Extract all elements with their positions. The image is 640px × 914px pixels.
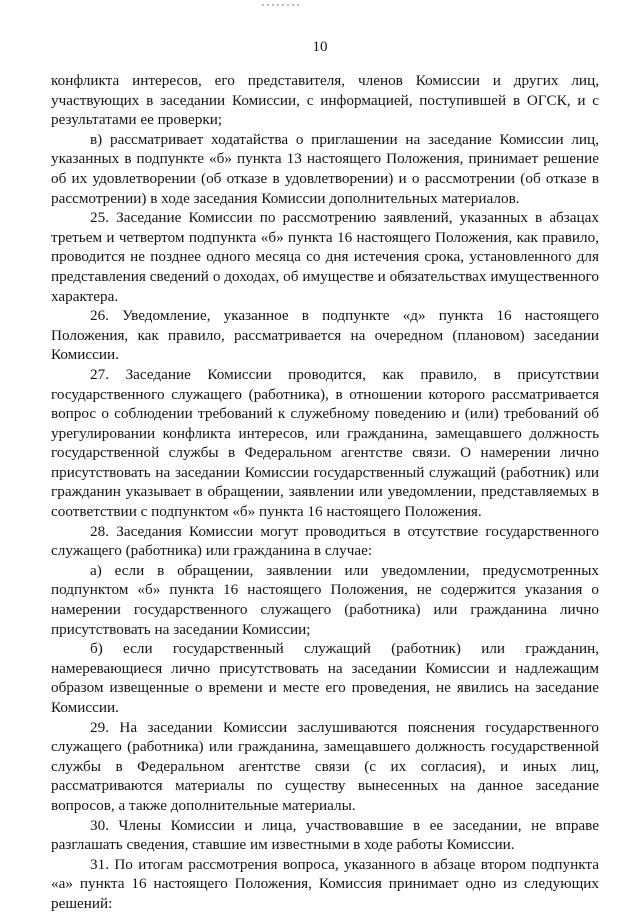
page-number: 10 xyxy=(312,39,328,55)
paragraph-28-a: а) если в обращении, заявлении или уведомлении, предусмотренных подпунктом «б» пункта 16 настоящего Положения, не содержится указания о намерении государственного служащего (работника) или гражданина лично присутствовать на заседании Комиссии; xyxy=(51,561,599,638)
paragraph-continuation: конфликта интересов, его представителя, членов Комиссии и других лиц, участвующих в заседании Комиссии, с информацией, поступившей в ОГСК, и с результатами ее проверки; xyxy=(51,72,599,129)
paragraph-27: 27. Заседание Комиссии проводится, как правило, в присутствии государственного служащего (работника), в отношении которого рассматривается вопрос о соблюдении требований к служебному поведению и (или) требований об урегулировании конфликта интересов, или гражданина, замещавшего должность государственной службы в Федеральном агентстве связи. О намерении лично присутствовать на заседании Комиссии государственный служащий (работник) или гражданин указывает в обращении, заявлении или уведомлении, представляемых в соответствии с подпунктом «б» пункта 16 настоящего Положения. xyxy=(51,365,599,521)
document-body xyxy=(51,71,599,914)
paragraph-item-v: в) рассматривает ходатайства о приглашении на заседание Комиссии лиц, указанных в подпункте «б» пункта 13 настоящего Положения, принимает решение об их удовлетворении (об отказе в удовлетворении) и о рассмотрении (об отказе в рассмотрении) в ходе заседания Комиссии дополнительных материалов. xyxy=(51,130,599,207)
paragraph-31: 31. По итогам рассмотрения вопроса, указанного в абзаце втором подпункта «а» пункта 16 настоящего Положения, Комиссия принимает одно из следующих решений: xyxy=(51,855,599,912)
paragraph-29: 29. На заседании Комиссии заслушиваются пояснения государственного служащего (работника) или гражданина, замещавшего должность государственной службы в Федеральном агентстве связи (с их согласия), и иных лиц, рассматриваются материалы по существу вынесенных на данное заседание вопросов, а также дополнительные материалы. xyxy=(51,718,599,814)
paragraph-30: 30. Члены Комиссии и лица, участвовавшие в ее заседании, не вправе разглашать сведения, ставшие им известными в ходе работы Комиссии. xyxy=(51,816,599,854)
paragraph-25: 25. Заседание Комиссии по рассмотрению заявлений, указанных в абзацах третьем и четвертом подпункта «б» пункта 16 настоящего Положения, как правило, проводится не позднее одного месяца со дня истечения срока, установленного для представления сведений о доходах, об имуществе и обязательствах имущественного характера. xyxy=(51,209,599,305)
paragraph-28: 28. Заседания Комиссии могут проводиться в отсутствие государственного служащего (работника) или гражданина в случае: xyxy=(51,522,599,560)
paragraph-28-b: б) если государственный служащий (работник) или гражданин, намеревающиеся лично присутствовать на заседании Комиссии и надлежащим образом извещенные о времени и месте его проведения, не явились на заседание Комиссии. xyxy=(51,640,599,716)
paragraph-26: 26. Уведомление, указанное в подпункте «д» пункта 16 настоящего Положения, как правило, рассматривается на очередном (плановом) заседании Комиссии. xyxy=(51,307,599,364)
scan-artifact xyxy=(262,4,302,6)
